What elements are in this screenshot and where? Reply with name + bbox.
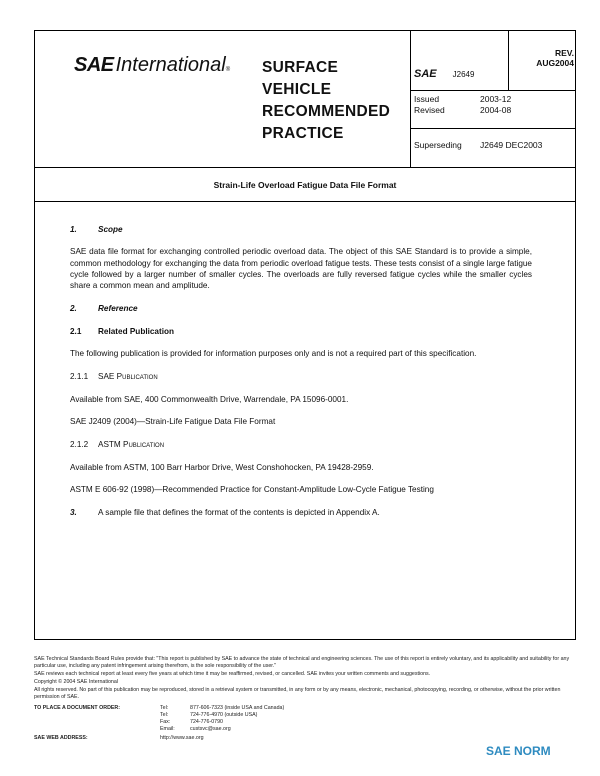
- section-number: 2.: [70, 304, 77, 314]
- order-info: [34, 705, 580, 733]
- contact-key: Email:: [160, 726, 175, 732]
- web-address: [34, 735, 580, 742]
- section-number: 3.: [70, 508, 77, 518]
- subsubsection-heading: [70, 371, 532, 382]
- superseding-info: [414, 140, 542, 150]
- reference-entry: SAE J2409 (2004)—Strain-Life Fatigue Data File Format: [70, 416, 276, 426]
- section-title: Scope: [98, 225, 123, 234]
- document-title-band: [34, 168, 576, 202]
- contact-key: Fax:: [160, 719, 171, 725]
- phone-number: 724-776-4970 (outside USA): [190, 712, 258, 718]
- section-title: SAE Publication: [98, 372, 158, 382]
- paragraph: Available from SAE, 400 Commonwealth Drive, Warrendale, PA 15096-0001.: [70, 394, 349, 404]
- section-number: 2.1.2: [70, 440, 89, 450]
- issued-label: Issued: [414, 94, 440, 104]
- footer-paragraph: SAE reviews each technical report at least every five years at which time it may be reaffirmed, revised, or cancelled. SAE invites your written comments and suggestions.: [34, 671, 431, 677]
- issued-value: 2003-12: [480, 94, 512, 104]
- section-heading: [70, 303, 532, 314]
- footer-paragraph: Copyright © 2004 SAE International: [34, 679, 118, 685]
- revision-date: AUG2004: [536, 58, 574, 68]
- section-title: Reference: [98, 304, 138, 314]
- phone-number: 877-606-7323 (inside USA and Canada): [190, 705, 285, 711]
- revision-box: [512, 48, 574, 68]
- standard-number-text: J2649: [452, 70, 475, 79]
- revised-value: 2004-08: [480, 105, 512, 115]
- superseding-value: J2649 DEC2003: [480, 140, 543, 150]
- doc-type-line: VEHICLE: [262, 81, 332, 98]
- document-body: [70, 224, 532, 518]
- header-divider: [410, 128, 576, 129]
- subsubsection-heading: [70, 439, 532, 450]
- contact-key: Tel:: [160, 705, 169, 711]
- revised-label: Revised: [414, 105, 445, 115]
- header-divider: [410, 90, 576, 91]
- header-divider: [410, 30, 411, 168]
- paragraph: SAE data file format for exchanging controlled periodic overload data. The object of this SAE Standard is to provide a simple, common methodology for exchanging the data from periodic overload fatigue tests. These tests consist of a single large fatigue cycle followed by a larger number of smaller cycles. The overloads are fully reversed fatigue cycles while the smaller cycles share a common mean and amplitude.: [70, 247, 532, 291]
- doc-type-line: PRACTICE: [262, 125, 344, 142]
- standard-number: [414, 68, 474, 80]
- doc-type-line: SURFACE: [262, 59, 339, 76]
- logo-sae-text: SAE: [74, 54, 114, 76]
- document-footer: [34, 656, 580, 742]
- web-address-link[interactable]: http://www.sae.org: [160, 735, 204, 741]
- paragraph: The following publication is provided for information purposes only and is not a required part of this specification.: [70, 349, 477, 359]
- section-title: Related Publication: [98, 326, 174, 336]
- superseding-label: Superseding: [414, 140, 462, 150]
- paragraph: Available from ASTM, 100 Barr Harbor Drive, West Conshohocken, PA 19428-2959.: [70, 462, 374, 472]
- order-label: TO PLACE A DOCUMENT ORDER:: [34, 705, 121, 711]
- web-address-label: SAE WEB ADDRESS:: [34, 735, 88, 741]
- paragraph: A sample file that defines the format of the contents is depicted in Appendix A.: [98, 508, 380, 518]
- footer-paragraph: SAE Technical Standards Board Rules provide that: "This report is published by SAE to advance the state of technical and engineering sciences. The use of this report is entirely voluntary, and its applicability and suitability for any particular use, including any patent infringement arising therefrom, is the sole responsibility of the user.": [34, 656, 570, 669]
- revision-label: REV.: [554, 48, 574, 58]
- logo-international-text: International: [115, 54, 226, 76]
- logo-registered-mark: ®: [225, 67, 231, 73]
- section-heading: [70, 224, 532, 235]
- document-title: Strain-Life Overload Fatigue Data File Format: [213, 179, 397, 190]
- doc-type-line: RECOMMENDED: [262, 103, 391, 120]
- email-link[interactable]: custsvc@sae.org: [190, 726, 231, 732]
- sae-norm-text: SAE NORM: [486, 744, 551, 758]
- sae-norm-watermark: [482, 744, 551, 758]
- fax-number: 724-776-0790: [190, 719, 223, 725]
- section-number: 1.: [70, 225, 77, 234]
- standard-sae-mark: SAE: [414, 68, 437, 80]
- document-header: [34, 30, 576, 168]
- footer-paragraph: All rights reserved. No part of this publication may be reproduced, stored in a retrieval system or transmitted, in any form or by any means, electronic, mechanical, photocopying, recording, or otherwise, without the prior written permission of SAE.: [34, 687, 561, 700]
- contact-key: Tel:: [160, 712, 169, 718]
- section-title: ASTM Publication: [98, 440, 165, 450]
- section-number: 2.1.1: [70, 372, 89, 382]
- section-number: 2.1: [70, 326, 82, 336]
- numbered-item: [70, 507, 532, 518]
- issue-dates: [414, 94, 511, 116]
- subsection-heading: [70, 326, 532, 337]
- sae-international-logo: [74, 54, 230, 77]
- document-type: [262, 57, 390, 145]
- reference-entry: ASTM E 606-92 (1998)—Recommended Practice for Constant-Amplitude Low-Cycle Fatigue Testing: [70, 484, 434, 494]
- header-divider: [508, 30, 509, 90]
